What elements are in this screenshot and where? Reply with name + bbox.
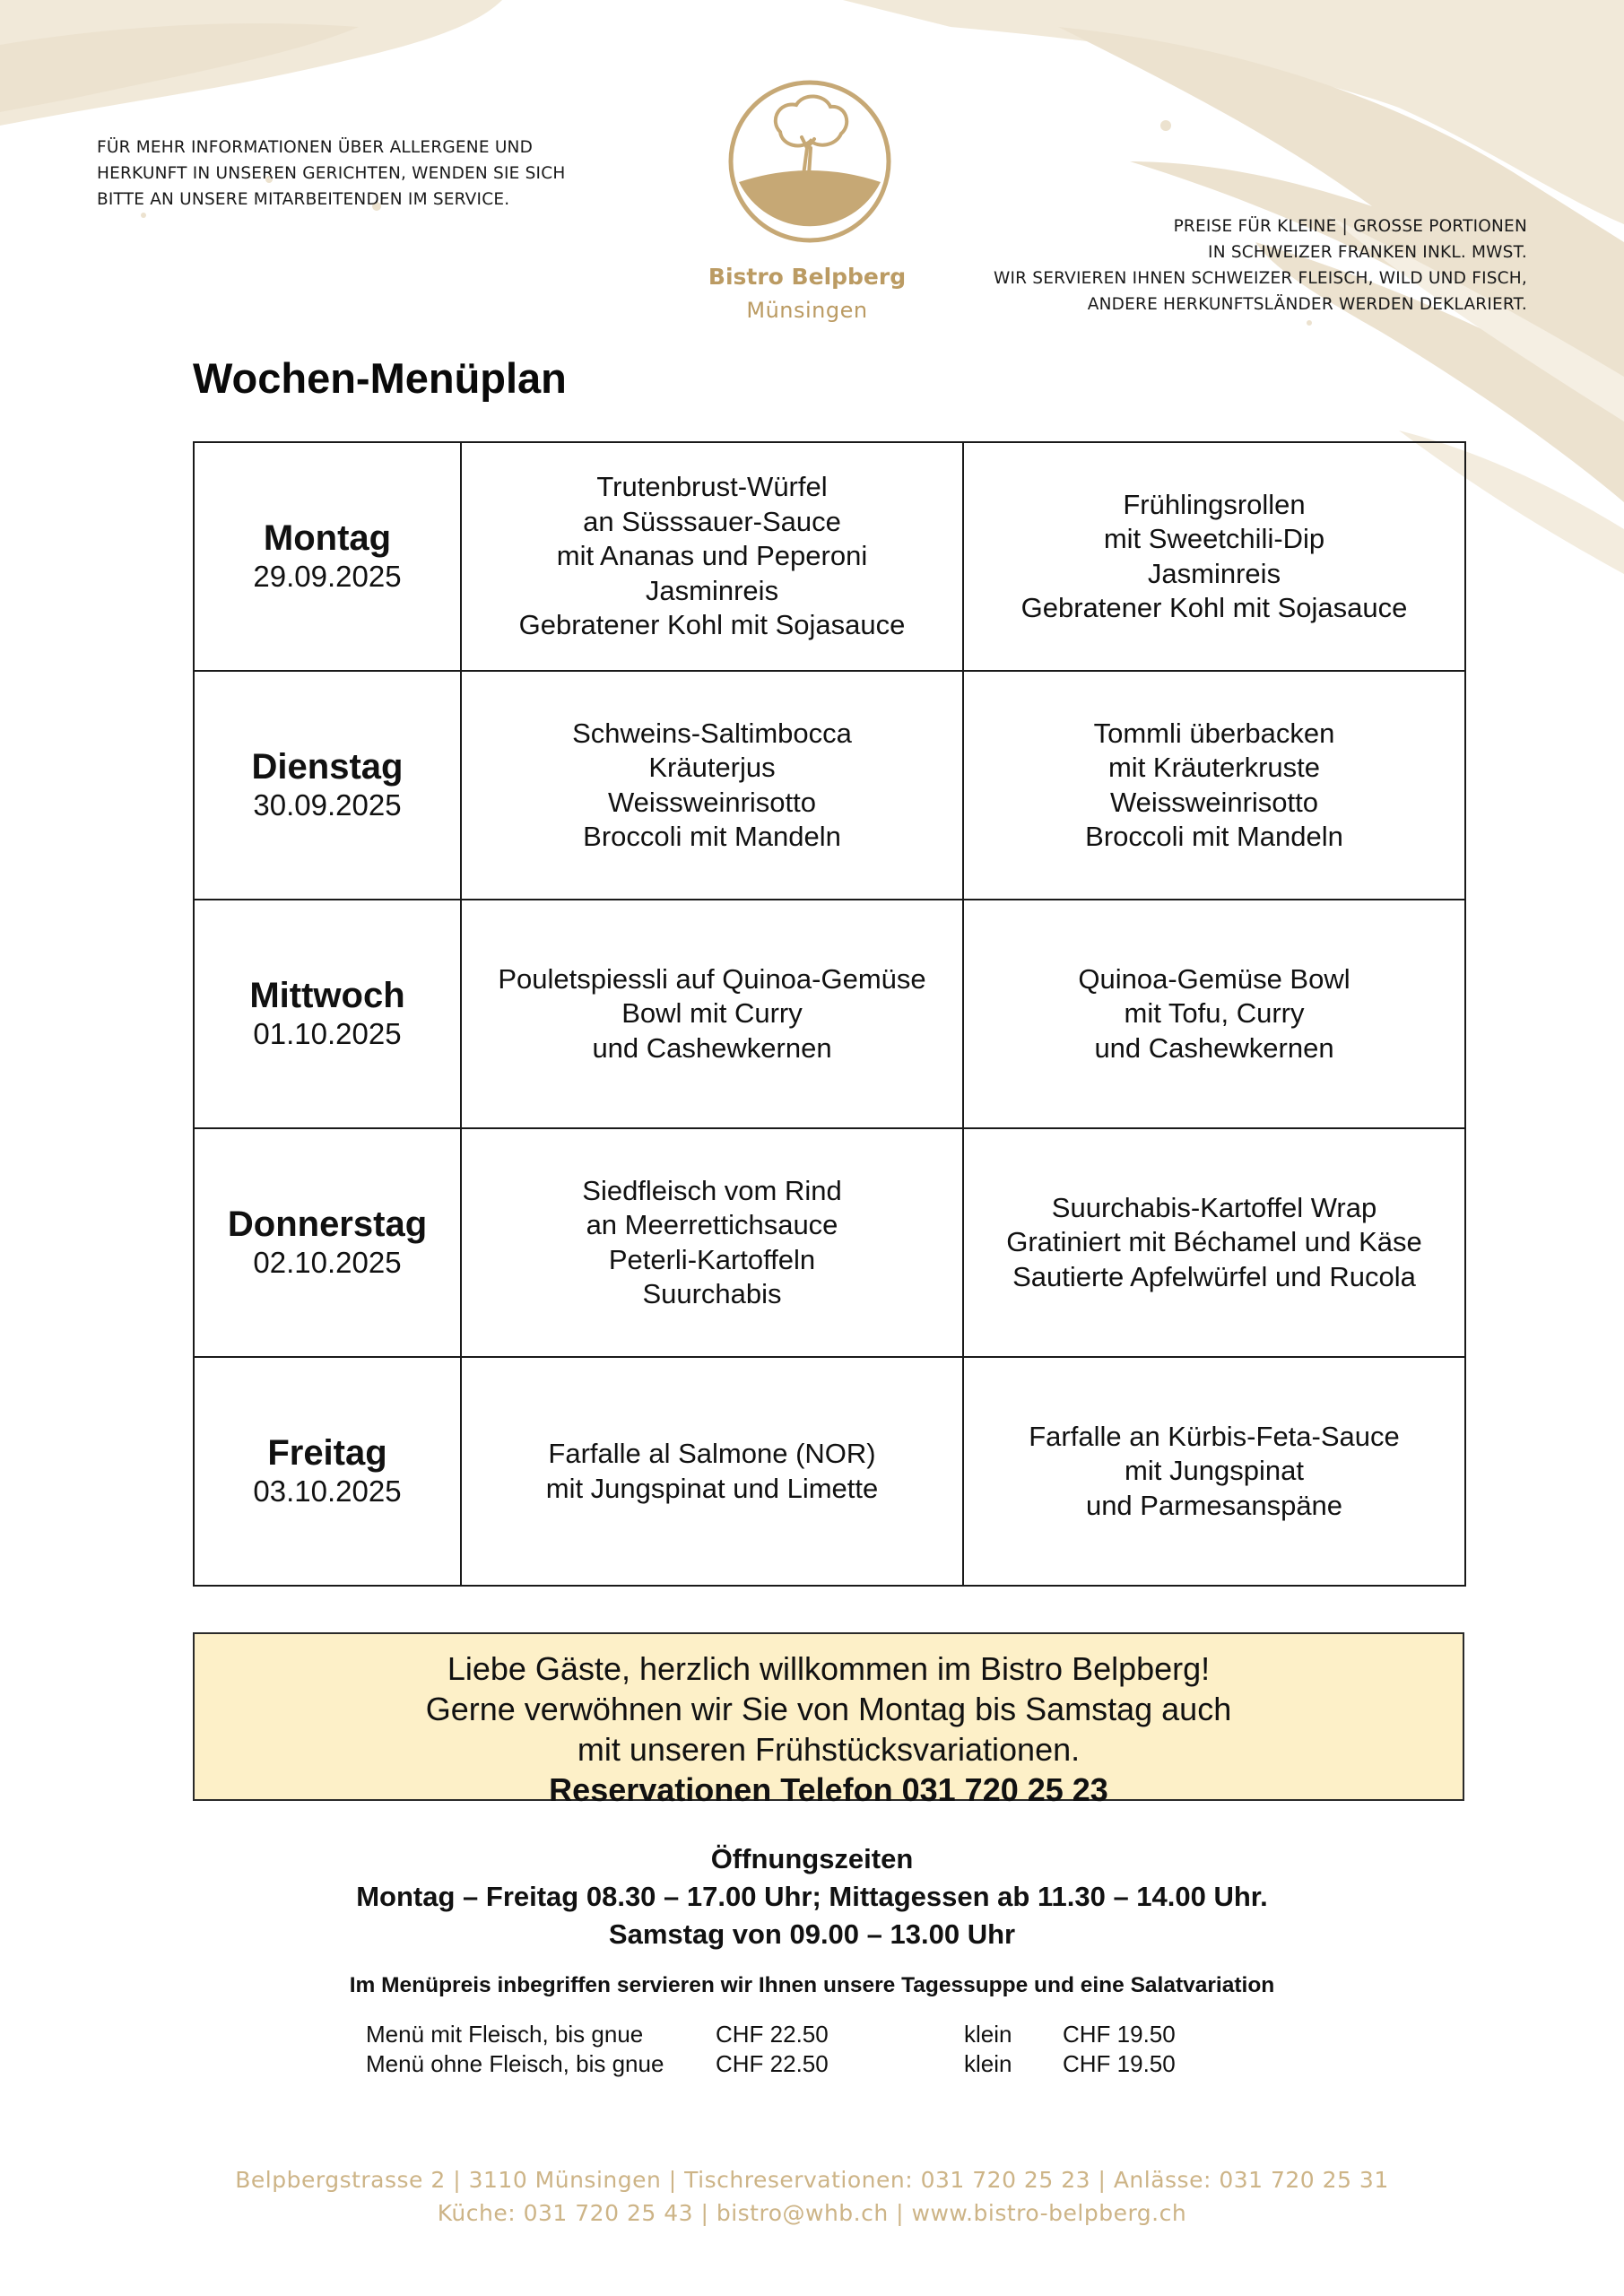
- table-row: [194, 442, 1465, 671]
- footer-contact-line: Küche: 031 720 25 43 | bistro@whb.ch | www.bistro-belpberg.ch: [437, 2200, 1187, 2226]
- weekly-menu-table: [193, 441, 1466, 1587]
- menu-vegetarian: Quinoa-Gemüse Bowl mit Tofu, Curry und Cashewkernen: [963, 900, 1465, 1128]
- day-date: 01.10.2025: [253, 1016, 402, 1050]
- day-name: Montag: [263, 517, 392, 558]
- price-label: Menü mit Fleisch, bis gnue: [366, 2021, 644, 2048]
- day-cell: [194, 1357, 461, 1586]
- reservation-phone: Reservationen Telefon 031 720 25 23: [549, 1771, 1108, 1808]
- table-row: [194, 1128, 1465, 1357]
- welcome-line: Gerne verwöhnen wir Sie von Montag bis Samstag auch: [425, 1691, 1232, 1727]
- brand-city: Münsingen: [746, 298, 868, 323]
- welcome-line: mit unseren Frühstücksvariationen.: [577, 1731, 1081, 1768]
- table-row: [194, 1357, 1465, 1586]
- menu-vegetarian: Suurchabis-Kartoffel Wrap Gratiniert mit Béchamel und Käse Sautierte Apfelwürfel und Rucola: [963, 1128, 1465, 1357]
- day-name: Donnerstag: [227, 1204, 428, 1244]
- opening-hours-weekdays: Montag – Freitag 08.30 – 17.00 Uhr; Mittagessen ab 11.30 – 14.00 Uhr.: [356, 1881, 1268, 1912]
- brand-name: Bistro Belpberg: [708, 264, 907, 290]
- menu-with-meat: Trutenbrust-Würfel an Süsssauer-Sauce mit Ananas und Peperoni Jasminreis Gebratener Kohl mit Sojasauce: [461, 442, 963, 671]
- price-small-label: klein: [964, 2021, 1012, 2048]
- price-small: CHF 19.50: [1063, 2021, 1176, 2048]
- included-note: Im Menüpreis inbegriffen servieren wir Ihnen unsere Tagessuppe und eine Salatvariation: [349, 1973, 1275, 1997]
- allergen-notice-line: BITTE AN UNSERE MITARBEITENDEN IM SERVICE.: [97, 190, 510, 209]
- opening-hours-title: Öffnungszeiten: [710, 1843, 914, 1874]
- price-row: [366, 2049, 1263, 2079]
- allergen-notice: [97, 135, 635, 213]
- opening-hours-saturday: Samstag von 09.00 – 13.00 Uhr: [608, 1918, 1016, 1950]
- welcome-line: Liebe Gäste, herzlich willkommen im Bistro Belpberg!: [447, 1650, 1211, 1687]
- allergen-notice-line: FÜR MEHR INFORMATIONEN ÜBER ALLERGENE UND: [97, 138, 534, 157]
- day-cell: [194, 900, 461, 1128]
- price-info-line: WIR SERVIEREN IHNEN SCHWEIZER FLEISCH, WILD UND FISCH,: [993, 269, 1527, 288]
- menu-with-meat: Farfalle al Salmone (NOR) mit Jungspinat und Limette: [461, 1357, 963, 1586]
- day-cell: [194, 1128, 461, 1357]
- footer-contact: [0, 2163, 1624, 2230]
- table-row: [194, 900, 1465, 1128]
- price-info-line: PREISE FÜR KLEINE | GROSSE PORTIONEN: [1173, 217, 1527, 236]
- menu-vegetarian: Tommli überbacken mit Kräuterkruste Weissweinrisotto Broccoli mit Mandeln: [963, 671, 1465, 900]
- day-cell: [194, 442, 461, 671]
- day-date: 02.10.2025: [253, 1245, 402, 1279]
- price-info-line: IN SCHWEIZER FRANKEN INKL. MWST.: [1208, 243, 1527, 262]
- allergen-notice-line: HERKUNFT IN UNSEREN GERICHTEN, WENDEN SIE SICH: [97, 164, 566, 183]
- menu-vegetarian: Farfalle an Kürbis-Feta-Sauce mit Jungspinat und Parmesanspäne: [963, 1357, 1465, 1586]
- day-date: 03.10.2025: [253, 1474, 402, 1508]
- page-title: Wochen-Menüplan: [193, 354, 567, 402]
- menu-with-meat: Schweins-Saltimbocca Kräuterjus Weissweinrisotto Broccoli mit Mandeln: [461, 671, 963, 900]
- footer-address: Belpbergstrasse 2 | 3110 Münsingen | Tischreservationen: 031 720 25 23 | Anlässe: 031 720 25 31: [235, 2167, 1389, 2193]
- price-label: Menü ohne Fleisch, bis gnue: [366, 2050, 664, 2077]
- welcome-box: [193, 1632, 1464, 1808]
- day-name: Freitag: [267, 1432, 387, 1473]
- menu-with-meat: Siedfleisch vom Rind an Meerrettichsauce Peterli-Kartoffeln Suurchabis: [461, 1128, 963, 1357]
- price-list: [366, 2020, 1263, 2079]
- price-small: CHF 19.50: [1063, 2050, 1176, 2077]
- price-info-notice: [846, 213, 1527, 317]
- day-cell: [194, 671, 461, 900]
- day-date: 29.09.2025: [253, 559, 402, 593]
- day-name: Dienstag: [251, 746, 404, 787]
- day-name: Mittwoch: [249, 975, 405, 1015]
- menu-vegetarian: Frühlingsrollen mit Sweetchili-Dip Jasminreis Gebratener Kohl mit Sojasauce: [963, 442, 1465, 671]
- price-large: CHF 22.50: [716, 2021, 829, 2048]
- table-row: [194, 671, 1465, 900]
- price-info-line: ANDERE HERKUNFTSLÄNDER WERDEN DEKLARIERT.: [1087, 295, 1527, 314]
- menu-with-meat: Pouletspiessli auf Quinoa-Gemüse Bowl mit Curry und Cashewkernen: [461, 900, 963, 1128]
- price-row: [366, 2020, 1263, 2049]
- opening-hours: [0, 1840, 1624, 1953]
- day-date: 30.09.2025: [253, 787, 402, 822]
- price-small-label: klein: [964, 2050, 1012, 2077]
- price-large: CHF 22.50: [716, 2050, 829, 2077]
